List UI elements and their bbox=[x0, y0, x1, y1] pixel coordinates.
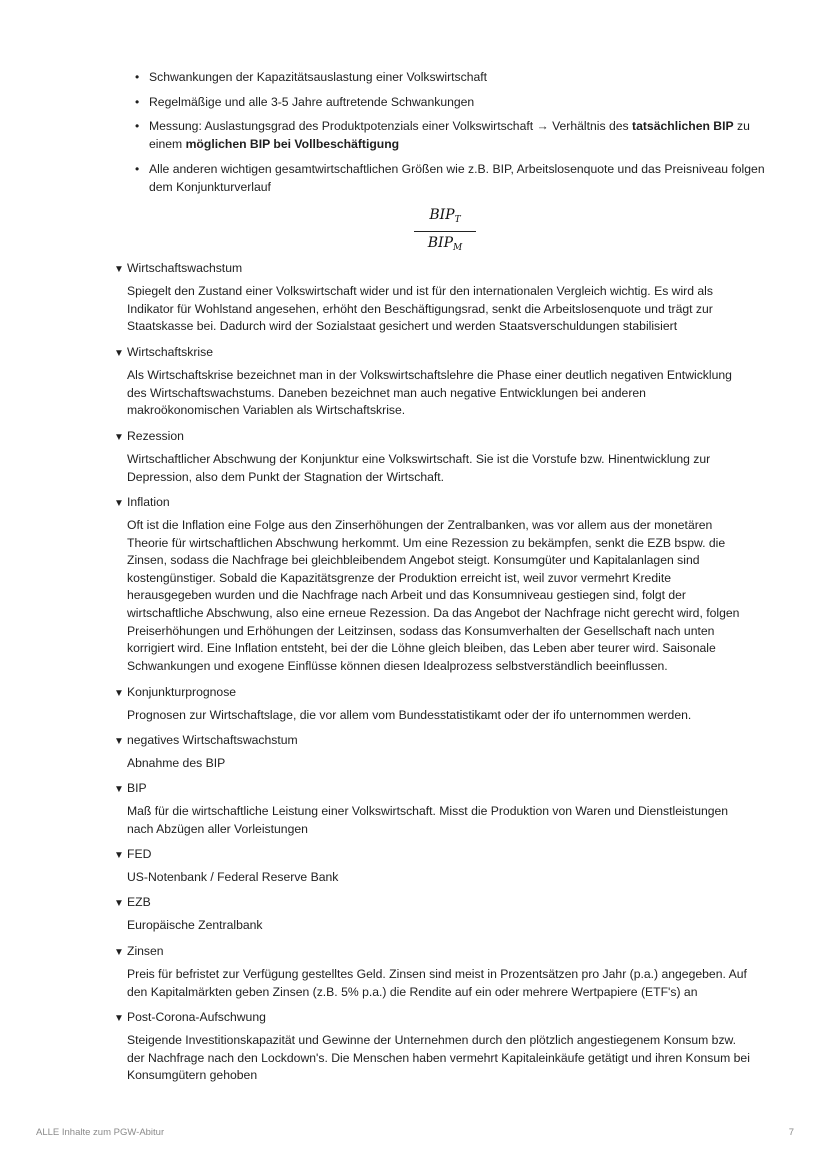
toggle-content: Spiegelt den Zustand einer Volkswirtschaft wider und ist für den internationalen Vergleich wichtig. Es wird als Indikator für Wohlstand angesehen, erhöht den Beschäftigungsrad, senkt die Arbeitslosenquote und trägt zur Staatskasse bei. Dadurch wird der Sozialstaat gesichert und werden Staatsverschuldungen stabilisiert bbox=[127, 284, 713, 334]
bullet-list bbox=[131, 68, 771, 202]
bullet-item: • Regelmäßige und alle 3-5 Jahre auftretende Schwankungen bbox=[131, 93, 771, 111]
triangle-down-icon[interactable]: ▼ bbox=[114, 432, 124, 443]
toggle-heading[interactable]: ▼ Rezession bbox=[114, 427, 754, 445]
toggle-heading[interactable]: ▼ BIP bbox=[114, 779, 754, 797]
toggle-content: Abnahme des BIP bbox=[127, 756, 226, 770]
triangle-down-icon[interactable]: ▼ bbox=[114, 1013, 124, 1024]
bullet-item: • Schwankungen der Kapazitätsauslastung einer Volkswirtschaft bbox=[131, 68, 771, 86]
toggle-heading[interactable]: ▼ Zinsen bbox=[114, 942, 754, 960]
toggle-heading[interactable]: ▼ EZB bbox=[114, 893, 754, 911]
toggle-negatives-wirtschaftswachstum bbox=[114, 731, 754, 773]
triangle-down-icon[interactable]: ▼ bbox=[114, 898, 124, 909]
bip-ratio-formula bbox=[414, 207, 476, 256]
toggle-content: Prognosen zur Wirtschaftslage, die vor allem vom Bundesstatistikamt oder der ifo unternommen werden. bbox=[127, 708, 692, 722]
triangle-down-icon[interactable]: ▼ bbox=[114, 736, 124, 747]
formula-denominator: $BIP_M$ bbox=[427, 235, 463, 253]
triangle-down-icon[interactable]: ▼ bbox=[114, 688, 124, 699]
triangle-down-icon[interactable]: ▼ bbox=[114, 850, 124, 861]
toggle-heading[interactable]: ▼ Wirtschaftswachstum bbox=[114, 259, 754, 277]
toggle-fed bbox=[114, 845, 754, 887]
triangle-down-icon[interactable]: ▼ bbox=[114, 947, 124, 958]
triangle-down-icon[interactable]: ▼ bbox=[114, 498, 124, 509]
toggle-heading[interactable]: ▼ Post-Corona-Aufschwung bbox=[114, 1008, 754, 1026]
toggle-wirtschaftswachstum bbox=[114, 259, 754, 336]
bullet-item: • Alle anderen wichtigen gesamtwirtschaftlichen Größen wie z.B. BIP, Arbeitslosenquote und das Preisniveau folgen dem Konjunkturverlauf bbox=[131, 160, 771, 196]
formula-numerator: $BIP_T$ bbox=[414, 207, 476, 232]
toggle-konjunkturprognose bbox=[114, 683, 754, 725]
toggle-content: Wirtschaftlicher Abschwung der Konjunktur eine Volkswirtschaft. Sie ist die Vorstufe bzw. Hinentwicklung zur Depression, also dem Punkt der Stagnation der Wirtschaft. bbox=[127, 452, 711, 484]
toggle-rezession bbox=[114, 427, 754, 486]
toggle-content: Europäische Zentralbank bbox=[127, 918, 263, 932]
toggle-wirtschaftskrise bbox=[114, 343, 754, 420]
toggle-content: Preis für befristet zur Verfügung gestelltes Geld. Zinsen sind meist in Prozentsätzen pro Jahr (p.a.) angegeben. Auf den Kapitalmärkten geben Zinsen (z.B. 5% p.a.) die Rendite auf ein oder mehrere Wertpapiere (ETF's) an bbox=[127, 967, 747, 999]
triangle-down-icon[interactable]: ▼ bbox=[114, 784, 124, 795]
bullet-item: • Messung: Auslastungsgrad des Produktpotenzials einer Volkswirtschaft → Verhältnis des tatsächlichen BIP zu einem möglichen BIP bei Vollbeschäftigung bbox=[131, 117, 771, 153]
toggle-content: Steigende Investitionskapazität und Gewinne der Unternehmen durch den plötzlich angestiegenem Konsum bzw. der Nachfrage nach den Lockdown's. Die Menschen haben vermehrt Kapitaleinkäufe getätigt und ihren Konsum bei Konsumgütern gehoben bbox=[127, 1033, 750, 1083]
toggle-heading[interactable]: ▼ Wirtschaftskrise bbox=[114, 343, 754, 361]
toggle-content: Maß für die wirtschaftliche Leistung einer Volkswirtschaft. Misst die Produktion von Waren und Dienstleistungen nach Abzügen aller Vorleistungen bbox=[127, 804, 729, 836]
toggle-content: Oft ist die Inflation eine Folge aus den Zinserhöhungen der Zentralbanken, was vor allem aus der monetären Theorie für wirtschaftlichen Abschwung herkommt. Um eine Rezession zu bekämpfen, senkt die EZB bspw. die Zinsen, sodass die Nachfrage bei gleichbleibendem Angebot steigt. Konsumgüter und Kapitalanlagen sind kostengünstiger. Sobald die Kapazitätsgrenze der Produktion erreicht ist, weil zuvor vermehrt Kredite herausgegeben wurden und die Nachfrage nach Arbeit und das Konsumniveau gestiegen sind, folgt der wirtschaftliche Abschwung, also eine erneue Rezession. Da das Angebot der Nachfrage nicht gerecht wird, folgen Preiserhöhungen und Erhöhungen der Leitzinsen, sodass das Konsumverhalten der Gesellschaft nach unten korrigiert wird. Eine Inflation entsteht, bei der die Löhne gleich bleiben, das Leben aber teurer wird. Saisonale Schwankungen und exogene Einflüsse können diesen Idealprozess selbstverständlich beeinflussen. bbox=[127, 518, 740, 673]
toggle-bip bbox=[114, 779, 754, 838]
toggle-heading[interactable]: ▼ negatives Wirtschaftswachstum bbox=[114, 731, 754, 749]
toggle-post-corona-aufschwung bbox=[114, 1008, 754, 1085]
toggle-inflation bbox=[114, 493, 754, 675]
toggle-zinsen bbox=[114, 942, 754, 1001]
toggle-heading[interactable]: ▼ Konjunkturprognose bbox=[114, 683, 754, 701]
triangle-down-icon[interactable]: ▼ bbox=[114, 348, 124, 359]
toggle-heading[interactable]: ▼ Inflation bbox=[114, 493, 754, 511]
footer-title: ALLE Inhalte zum PGW-Abitur bbox=[36, 1127, 165, 1138]
page-number: 7 bbox=[788, 1127, 794, 1138]
toggle-content: US-Notenbank / Federal Reserve Bank bbox=[127, 870, 339, 884]
toggle-heading[interactable]: ▼ FED bbox=[114, 845, 754, 863]
toggle-content: Als Wirtschaftskrise bezeichnet man in der Volkswirtschaftslehre die Phase einer deutlich negativen Entwicklung des Wirtschaftswachstums. Daneben bezeichnet man auch negative Entwicklungen bei anderen makroökonomischen Variablen als Wirtschaftskrise. bbox=[127, 368, 732, 418]
toggle-ezb bbox=[114, 893, 754, 935]
triangle-down-icon[interactable]: ▼ bbox=[114, 264, 124, 275]
